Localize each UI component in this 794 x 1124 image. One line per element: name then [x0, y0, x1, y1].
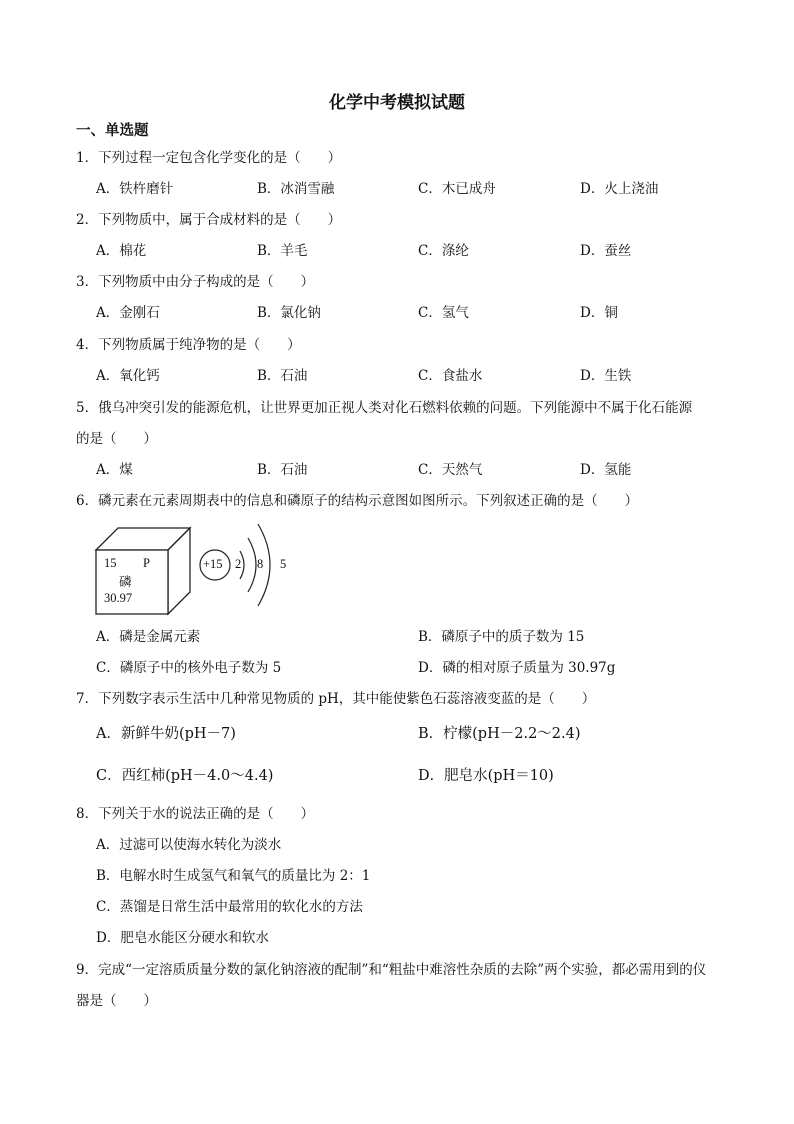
question-4-option-b[interactable]: B．石油 — [257, 368, 308, 384]
question-6-option-a[interactable]: A．磷是金属元素 — [96, 629, 201, 645]
question-6-option-d[interactable]: D．磷的相对原子质量为 30.97g — [418, 660, 616, 676]
question-5-stem-line-2: 的是（ ） — [76, 431, 157, 447]
question-2-option-b[interactable]: B．羊毛 — [257, 243, 308, 259]
question-7-stem: 7．下列数字表示生活中几种常见物质的 pH，其中能使紫色石蕊溶液变蓝的是（ ） — [76, 691, 596, 707]
question-2-option-d[interactable]: D．蚕丝 — [580, 243, 632, 259]
question-3-option-d[interactable]: D．铜 — [580, 305, 618, 321]
question-1-option-c[interactable]: C．木已成舟 — [418, 181, 496, 197]
question-1-option-a[interactable]: A．铁杵磨针 — [96, 181, 174, 197]
question-6-option-b[interactable]: B．磷原子中的质子数为 15 — [418, 629, 585, 645]
question-4-stem: 4．下列物质属于纯净物的是（ ） — [76, 337, 301, 353]
question-1-option-b[interactable]: B．冰消雪融 — [257, 181, 335, 197]
question-8-option-c[interactable]: C．蒸馏是日常生活中最常用的软化水的方法 — [96, 899, 363, 915]
question-9-stem-line-1: 9．完成“一定溶质质量分数的氯化钠溶液的配制”和“粗盐中难溶性杂质的去除”两个实验，都必需用到的仪 — [76, 962, 707, 978]
atomic-mass: 30.97 — [104, 591, 133, 605]
question-7-option-d[interactable]: D．肥皂水(pH＝10) — [418, 768, 554, 784]
question-5-stem-line-1: 5．俄乌冲突引发的能源危机，让世界更加正视人类对化石燃料依赖的问题。下列能源中不属于化石能源 — [76, 400, 693, 416]
question-7-option-b[interactable]: B．柠檬(pH－2.2～2.4) — [418, 726, 581, 742]
question-3-stem: 3．下列物质中由分子构成的是（ ） — [76, 274, 315, 290]
shell-3-electrons: 5 — [280, 557, 287, 571]
question-5-option-c[interactable]: C．天然气 — [418, 462, 483, 478]
question-3-option-c[interactable]: C．氢气 — [418, 305, 469, 321]
question-7-option-a[interactable]: A．新鲜牛奶(pH－7) — [96, 726, 236, 742]
shell-2-electrons: 8 — [257, 557, 264, 571]
element-name: 磷 — [119, 575, 132, 589]
question-4-option-a[interactable]: A．氧化钙 — [96, 368, 160, 384]
section-heading: 一、单选题 — [76, 123, 149, 139]
question-6-stem: 6．磷元素在元素周期表中的信息和磷原子的结构示意图如图所示。下列叙述正确的是（ ） — [76, 493, 639, 509]
question-4-option-d[interactable]: D．生铁 — [580, 368, 632, 384]
question-9-stem-line-2: 器是（ ） — [76, 993, 157, 1009]
element-symbol: P — [143, 556, 150, 570]
question-8-option-a[interactable]: A．过滤可以使海水转化为淡水 — [96, 837, 282, 853]
question-8-stem: 8．下列关于水的说法正确的是（ ） — [76, 806, 315, 822]
atomic-number: 15 — [104, 556, 117, 570]
shell-1-electrons: 2 — [235, 557, 242, 571]
question-8-option-b[interactable]: B．电解水时生成氢气和氧气的质量比为 2：1 — [96, 868, 371, 884]
question-5-option-a[interactable]: A．煤 — [96, 462, 133, 478]
question-3-option-a[interactable]: A．金刚石 — [96, 305, 160, 321]
question-2-stem: 2．下列物质中，属于合成材料的是（ ） — [76, 212, 342, 228]
question-3-option-b[interactable]: B．氯化钠 — [257, 305, 321, 321]
question-5-option-b[interactable]: B．石油 — [257, 462, 308, 478]
question-5-option-d[interactable]: D．氢能 — [580, 462, 632, 478]
nucleus-charge: +15 — [203, 557, 223, 571]
question-2-option-a[interactable]: A．棉花 — [96, 243, 147, 259]
question-6-option-c[interactable]: C．磷原子中的核外电子数为 5 — [96, 660, 282, 676]
question-7-option-c[interactable]: C．西红柿(pH－4.0～4.4) — [96, 768, 274, 784]
question-2-option-c[interactable]: C．涤纶 — [418, 243, 469, 259]
page-title: 化学中考模拟试题 — [329, 93, 465, 113]
question-4-option-c[interactable]: C．食盐水 — [418, 368, 483, 384]
question-1-option-d[interactable]: D．火上浇油 — [580, 181, 659, 197]
question-1-stem: 1．下列过程一定包含化学变化的是（ ） — [76, 150, 342, 166]
question-8-option-d[interactable]: D．肥皂水能区分硬水和软水 — [96, 930, 269, 946]
